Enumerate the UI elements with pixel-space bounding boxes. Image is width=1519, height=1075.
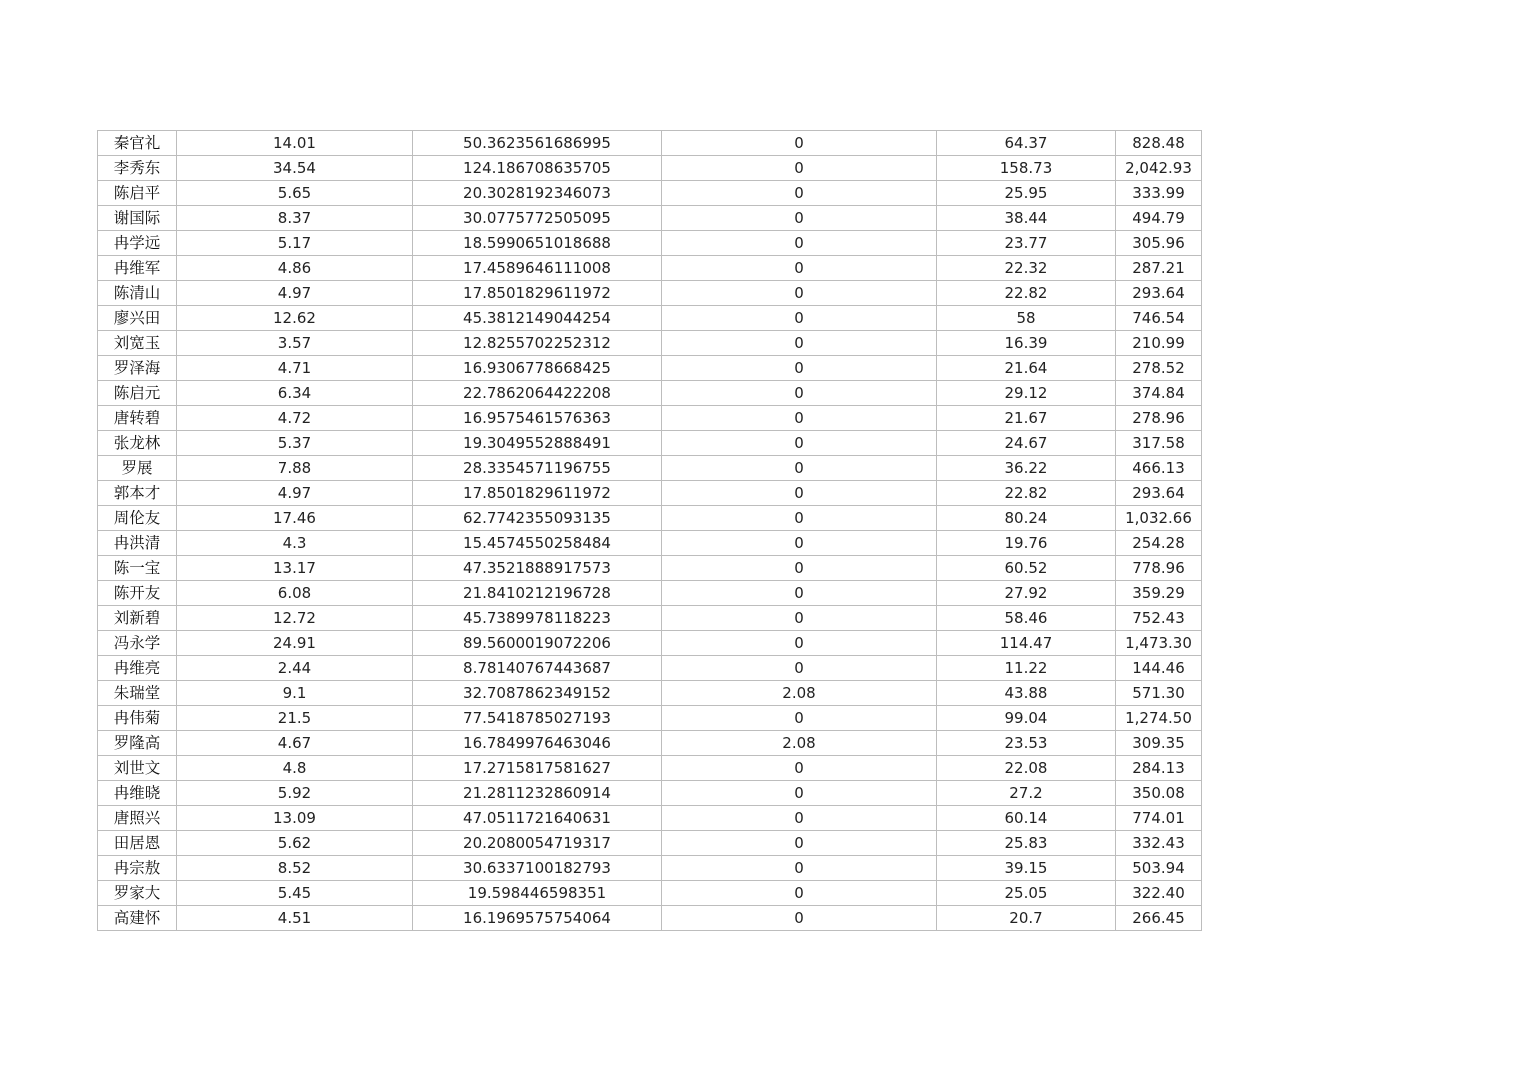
cell-col4: 22.82: [937, 281, 1116, 306]
cell-col1: 6.08: [177, 581, 413, 606]
cell-col3: 0: [662, 806, 937, 831]
cell-col2: 15.4574550258484: [413, 531, 662, 556]
table-row: [98, 881, 1202, 906]
cell-col1: 13.17: [177, 556, 413, 581]
cell-col4: 114.47: [937, 631, 1116, 656]
table-row: [98, 506, 1202, 531]
cell-name: 陈开友: [98, 581, 177, 606]
cell-col1: 12.72: [177, 606, 413, 631]
cell-col4: 39.15: [937, 856, 1116, 881]
table-row: [98, 381, 1202, 406]
cell-col1: 4.67: [177, 731, 413, 756]
cell-col1: 13.09: [177, 806, 413, 831]
cell-col1: 2.44: [177, 656, 413, 681]
cell-col5: 305.96: [1116, 231, 1202, 256]
cell-col4: 21.67: [937, 406, 1116, 431]
cell-col3: 0: [662, 306, 937, 331]
cell-col1: 4.3: [177, 531, 413, 556]
cell-col1: 3.57: [177, 331, 413, 356]
cell-col1: 5.92: [177, 781, 413, 806]
cell-col2: 18.5990651018688: [413, 231, 662, 256]
cell-name: 张龙林: [98, 431, 177, 456]
cell-col2: 16.1969575754064: [413, 906, 662, 931]
table-row: [98, 256, 1202, 281]
table-row: [98, 581, 1202, 606]
cell-col1: 4.71: [177, 356, 413, 381]
cell-col2: 8.78140767443687: [413, 656, 662, 681]
cell-col4: 25.95: [937, 181, 1116, 206]
cell-col4: 23.77: [937, 231, 1116, 256]
cell-name: 罗展: [98, 456, 177, 481]
cell-col3: 0: [662, 356, 937, 381]
cell-col5: 1,032.66: [1116, 506, 1202, 531]
cell-col3: 0: [662, 706, 937, 731]
cell-col1: 4.72: [177, 406, 413, 431]
cell-col5: 466.13: [1116, 456, 1202, 481]
cell-col2: 16.9306778668425: [413, 356, 662, 381]
cell-col3: 0: [662, 431, 937, 456]
cell-name: 秦官礼: [98, 131, 177, 156]
cell-col1: 14.01: [177, 131, 413, 156]
cell-col1: 4.51: [177, 906, 413, 931]
cell-name: 周伦友: [98, 506, 177, 531]
table-row: [98, 456, 1202, 481]
cell-col2: 12.8255702252312: [413, 331, 662, 356]
cell-name: 刘世文: [98, 756, 177, 781]
cell-col2: 17.8501829611972: [413, 481, 662, 506]
cell-col1: 4.8: [177, 756, 413, 781]
cell-col5: 350.08: [1116, 781, 1202, 806]
cell-col3: 0: [662, 656, 937, 681]
table-row: [98, 681, 1202, 706]
table-row: [98, 356, 1202, 381]
cell-col2: 17.2715817581627: [413, 756, 662, 781]
cell-name: 陈清山: [98, 281, 177, 306]
cell-col5: 1,274.50: [1116, 706, 1202, 731]
cell-col4: 22.82: [937, 481, 1116, 506]
cell-col3: 0: [662, 531, 937, 556]
cell-name: 冉学远: [98, 231, 177, 256]
cell-col5: 293.64: [1116, 281, 1202, 306]
cell-col2: 47.0511721640631: [413, 806, 662, 831]
cell-col2: 30.0775772505095: [413, 206, 662, 231]
table-row: [98, 856, 1202, 881]
cell-col4: 19.76: [937, 531, 1116, 556]
cell-col4: 60.14: [937, 806, 1116, 831]
cell-col3: 0: [662, 506, 937, 531]
cell-col5: 1,473.30: [1116, 631, 1202, 656]
table-row: [98, 306, 1202, 331]
cell-col4: 27.92: [937, 581, 1116, 606]
cell-col1: 17.46: [177, 506, 413, 531]
cell-col3: 0: [662, 906, 937, 931]
cell-col3: 0: [662, 631, 937, 656]
cell-col4: 25.05: [937, 881, 1116, 906]
cell-col2: 47.3521888917573: [413, 556, 662, 581]
cell-col2: 20.3028192346073: [413, 181, 662, 206]
cell-col1: 8.52: [177, 856, 413, 881]
cell-col5: 317.58: [1116, 431, 1202, 456]
table-row: [98, 781, 1202, 806]
table-row: [98, 281, 1202, 306]
cell-col2: 77.5418785027193: [413, 706, 662, 731]
cell-col2: 89.5600019072206: [413, 631, 662, 656]
cell-col1: 12.62: [177, 306, 413, 331]
cell-col5: 254.28: [1116, 531, 1202, 556]
cell-col5: 752.43: [1116, 606, 1202, 631]
cell-name: 唐照兴: [98, 806, 177, 831]
cell-col1: 8.37: [177, 206, 413, 231]
cell-col3: 0: [662, 331, 937, 356]
cell-name: 郭本才: [98, 481, 177, 506]
cell-col1: 4.97: [177, 281, 413, 306]
cell-col2: 21.8410212196728: [413, 581, 662, 606]
cell-col3: 0: [662, 281, 937, 306]
cell-col5: 494.79: [1116, 206, 1202, 231]
cell-col5: 503.94: [1116, 856, 1202, 881]
table-row: [98, 631, 1202, 656]
cell-name: 陈一宝: [98, 556, 177, 581]
cell-col5: 333.99: [1116, 181, 1202, 206]
cell-col5: 746.54: [1116, 306, 1202, 331]
cell-col4: 38.44: [937, 206, 1116, 231]
cell-col5: 144.46: [1116, 656, 1202, 681]
cell-col4: 58: [937, 306, 1116, 331]
cell-name: 冉宗敖: [98, 856, 177, 881]
cell-col3: 0: [662, 481, 937, 506]
cell-col5: 2,042.93: [1116, 156, 1202, 181]
table-row: [98, 806, 1202, 831]
cell-col4: 24.67: [937, 431, 1116, 456]
cell-col3: 0: [662, 206, 937, 231]
cell-col4: 23.53: [937, 731, 1116, 756]
cell-col3: 0: [662, 606, 937, 631]
cell-col3: 0: [662, 456, 937, 481]
cell-name: 罗家大: [98, 881, 177, 906]
cell-col2: 32.7087862349152: [413, 681, 662, 706]
cell-col5: 278.96: [1116, 406, 1202, 431]
table-row: [98, 481, 1202, 506]
cell-name: 李秀东: [98, 156, 177, 181]
cell-name: 唐转碧: [98, 406, 177, 431]
cell-col4: 36.22: [937, 456, 1116, 481]
table-row: [98, 831, 1202, 856]
cell-col5: 774.01: [1116, 806, 1202, 831]
cell-name: 冉维军: [98, 256, 177, 281]
cell-name: 田居恩: [98, 831, 177, 856]
cell-col4: 58.46: [937, 606, 1116, 631]
cell-col2: 19.598446598351: [413, 881, 662, 906]
cell-col5: 293.64: [1116, 481, 1202, 506]
cell-col3: 0: [662, 756, 937, 781]
cell-col5: 309.35: [1116, 731, 1202, 756]
table-row: [98, 756, 1202, 781]
table-row: [98, 906, 1202, 931]
cell-col1: 5.65: [177, 181, 413, 206]
cell-name: 冉维晓: [98, 781, 177, 806]
cell-col4: 158.73: [937, 156, 1116, 181]
cell-col3: 0: [662, 256, 937, 281]
table-row: [98, 606, 1202, 631]
cell-name: 刘新碧: [98, 606, 177, 631]
cell-col3: 0: [662, 831, 937, 856]
cell-col2: 20.2080054719317: [413, 831, 662, 856]
cell-col4: 27.2: [937, 781, 1116, 806]
cell-col3: 0: [662, 581, 937, 606]
table-row: [98, 706, 1202, 731]
table-row: [98, 531, 1202, 556]
cell-col4: 80.24: [937, 506, 1116, 531]
cell-col4: 29.12: [937, 381, 1116, 406]
cell-name: 刘宽玉: [98, 331, 177, 356]
cell-col5: 374.84: [1116, 381, 1202, 406]
cell-col5: 778.96: [1116, 556, 1202, 581]
cell-col2: 21.2811232860914: [413, 781, 662, 806]
cell-col2: 50.3623561686995: [413, 131, 662, 156]
cell-col4: 21.64: [937, 356, 1116, 381]
cell-name: 谢国际: [98, 206, 177, 231]
cell-col3: 0: [662, 406, 937, 431]
table-row: [98, 731, 1202, 756]
cell-col4: 22.32: [937, 256, 1116, 281]
cell-col4: 16.39: [937, 331, 1116, 356]
cell-col2: 28.3354571196755: [413, 456, 662, 481]
cell-col5: 266.45: [1116, 906, 1202, 931]
cell-col3: 0: [662, 381, 937, 406]
cell-col4: 20.7: [937, 906, 1116, 931]
cell-col1: 7.88: [177, 456, 413, 481]
cell-col4: 25.83: [937, 831, 1116, 856]
table-row: [98, 331, 1202, 356]
cell-col3: 0: [662, 856, 937, 881]
table-row: [98, 431, 1202, 456]
table-row: [98, 156, 1202, 181]
table-body: [98, 131, 1202, 931]
cell-name: 罗隆高: [98, 731, 177, 756]
cell-col5: 210.99: [1116, 331, 1202, 356]
cell-name: 冯永学: [98, 631, 177, 656]
cell-name: 冉洪清: [98, 531, 177, 556]
cell-col4: 22.08: [937, 756, 1116, 781]
cell-col2: 45.3812149044254: [413, 306, 662, 331]
cell-col1: 5.45: [177, 881, 413, 906]
data-table: [97, 130, 1202, 931]
cell-col2: 17.4589646111008: [413, 256, 662, 281]
cell-name: 罗泽海: [98, 356, 177, 381]
cell-col1: 5.37: [177, 431, 413, 456]
cell-col2: 16.7849976463046: [413, 731, 662, 756]
cell-col2: 124.186708635705: [413, 156, 662, 181]
cell-col3: 0: [662, 131, 937, 156]
cell-col1: 24.91: [177, 631, 413, 656]
table-row: [98, 181, 1202, 206]
table-row: [98, 206, 1202, 231]
cell-col2: 17.8501829611972: [413, 281, 662, 306]
cell-col5: 278.52: [1116, 356, 1202, 381]
cell-col2: 16.9575461576363: [413, 406, 662, 431]
cell-name: 高建怀: [98, 906, 177, 931]
cell-name: 陈启平: [98, 181, 177, 206]
cell-col3: 2.08: [662, 731, 937, 756]
cell-name: 陈启元: [98, 381, 177, 406]
cell-col4: 11.22: [937, 656, 1116, 681]
cell-col3: 0: [662, 781, 937, 806]
cell-col2: 30.6337100182793: [413, 856, 662, 881]
cell-col1: 5.62: [177, 831, 413, 856]
cell-col1: 34.54: [177, 156, 413, 181]
cell-col3: 0: [662, 556, 937, 581]
cell-col4: 64.37: [937, 131, 1116, 156]
cell-col1: 4.97: [177, 481, 413, 506]
cell-col5: 571.30: [1116, 681, 1202, 706]
cell-col4: 99.04: [937, 706, 1116, 731]
cell-col5: 284.13: [1116, 756, 1202, 781]
cell-col5: 359.29: [1116, 581, 1202, 606]
cell-col5: 332.43: [1116, 831, 1202, 856]
table-row: [98, 556, 1202, 581]
table-row: [98, 656, 1202, 681]
cell-col2: 62.7742355093135: [413, 506, 662, 531]
cell-col1: 6.34: [177, 381, 413, 406]
table-row: [98, 231, 1202, 256]
cell-name: 冉维亮: [98, 656, 177, 681]
cell-col5: 287.21: [1116, 256, 1202, 281]
cell-col2: 45.7389978118223: [413, 606, 662, 631]
cell-col3: 0: [662, 156, 937, 181]
cell-col3: 0: [662, 881, 937, 906]
table-row: [98, 406, 1202, 431]
cell-col1: 9.1: [177, 681, 413, 706]
cell-col5: 828.48: [1116, 131, 1202, 156]
cell-name: 冉伟菊: [98, 706, 177, 731]
cell-col3: 0: [662, 181, 937, 206]
cell-col3: 0: [662, 231, 937, 256]
cell-col4: 60.52: [937, 556, 1116, 581]
cell-col5: 322.40: [1116, 881, 1202, 906]
cell-col3: 2.08: [662, 681, 937, 706]
cell-col1: 4.86: [177, 256, 413, 281]
cell-col4: 43.88: [937, 681, 1116, 706]
table-row: [98, 131, 1202, 156]
cell-col1: 21.5: [177, 706, 413, 731]
cell-col2: 19.3049552888491: [413, 431, 662, 456]
cell-col2: 22.7862064422208: [413, 381, 662, 406]
cell-name: 朱瑞堂: [98, 681, 177, 706]
cell-name: 廖兴田: [98, 306, 177, 331]
cell-col1: 5.17: [177, 231, 413, 256]
